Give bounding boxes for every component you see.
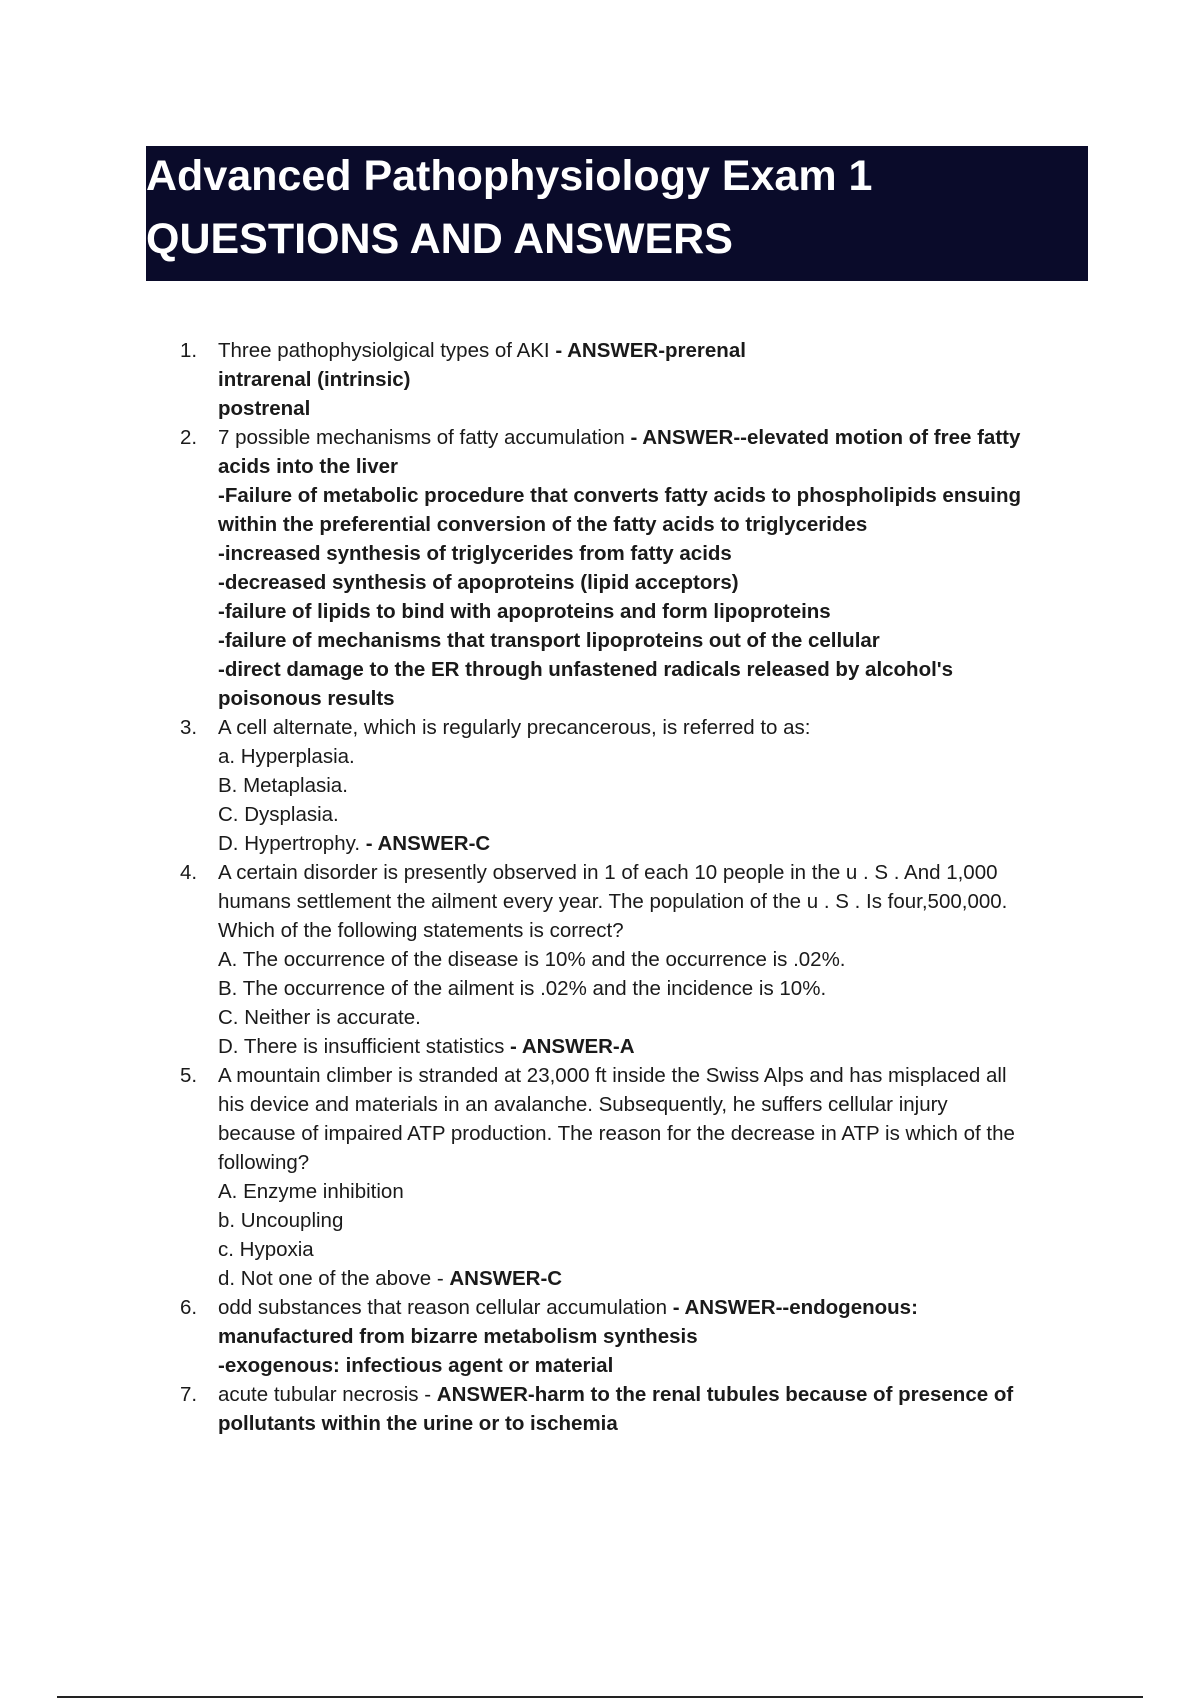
question-text: c. Hypoxia xyxy=(218,1238,314,1261)
answer-text: ANSWER-C xyxy=(449,1267,563,1290)
text-line xyxy=(218,1235,1100,1264)
text-line xyxy=(218,858,1100,887)
question-text: Which of the following statements is correct? xyxy=(218,919,624,942)
question-text: acute tubular necrosis - xyxy=(218,1383,437,1406)
text-line xyxy=(218,1119,1100,1148)
question-number: 6. xyxy=(180,1296,198,1319)
text-line xyxy=(218,742,1100,771)
answer-text: - ANSWER--endogenous: xyxy=(667,1296,918,1319)
text-line xyxy=(218,568,1100,597)
answer-text: -direct damage to the ER through unfastened radicals released by alcohol's xyxy=(218,658,954,681)
question-text: C. Dysplasia. xyxy=(218,803,339,826)
answer-text: manufactured from bizarre metabolism synthesis xyxy=(218,1325,698,1348)
question-text: following? xyxy=(218,1151,310,1174)
text-line xyxy=(218,597,1100,626)
question-text: humans settlement the ailment every year. The population of the u . S . Is four,500,000. xyxy=(218,890,1008,913)
page-subtitle: QUESTIONS AND ANSWERS xyxy=(146,215,733,263)
question-text: D. There is insufficient statistics xyxy=(218,1035,505,1058)
question-text: A. The occurrence of the disease is 10% and the occurrence is .02%. xyxy=(218,948,846,971)
question-text: Three pathophysiolgical types of AKI xyxy=(218,339,550,362)
question-number: 4. xyxy=(180,861,198,884)
text-line xyxy=(218,1032,1100,1061)
answer-text: -failure of mechanisms that transport lipoproteins out of the cellular xyxy=(218,629,880,652)
answer-text: -Failure of metabolic procedure that converts fatty acids to phospholipids ensuing xyxy=(218,484,1022,507)
text-line xyxy=(218,1322,1100,1351)
text-line xyxy=(218,394,1100,423)
question-item xyxy=(180,1380,1100,1438)
question-text: A cell alternate, which is regularly precancerous, is referred to as: xyxy=(218,716,811,739)
question-number: 3. xyxy=(180,716,198,739)
answer-text: -decreased synthesis of apoproteins (lipid acceptors) xyxy=(218,571,739,594)
page-title: Advanced Pathophysiology Exam 1 xyxy=(146,152,873,200)
answer-text: -exogenous: infectious agent or material xyxy=(218,1354,614,1377)
question-text: d. Not one of the above - xyxy=(218,1267,450,1290)
question-text: A. Enzyme inhibition xyxy=(218,1180,404,1203)
question-text: C. Neither is accurate. xyxy=(218,1006,421,1029)
question-item xyxy=(180,1061,1100,1293)
answer-text: -failure of lipids to bind with apoproteins and form lipoproteins xyxy=(218,600,831,623)
text-line xyxy=(218,365,1100,394)
question-answer-list xyxy=(180,336,1100,1438)
answer-text: ANSWER-harm to the renal tubules because of presence of xyxy=(436,1383,1014,1406)
text-line xyxy=(218,974,1100,1003)
answer-text: intrarenal (intrinsic) xyxy=(218,368,411,391)
question-item xyxy=(180,1293,1100,1380)
question-item xyxy=(180,858,1100,1061)
text-line xyxy=(218,1351,1100,1380)
text-line xyxy=(218,800,1100,829)
question-number: 5. xyxy=(180,1064,198,1087)
question-text: A certain disorder is presently observed in 1 of each 10 people in the u . S . And 1,000 xyxy=(218,861,998,884)
text-line xyxy=(218,336,1100,365)
answer-text: pollutants within the urine or to ischemia xyxy=(218,1412,618,1435)
question-text: odd substances that reason cellular accumulation xyxy=(218,1296,667,1319)
text-line xyxy=(218,1061,1100,1090)
question-item xyxy=(180,336,1100,423)
question-text: 7 possible mechanisms of fatty accumulation xyxy=(218,426,625,449)
text-line xyxy=(218,1177,1100,1206)
text-line xyxy=(218,452,1100,481)
answer-text: - ANSWER-C xyxy=(360,832,491,855)
answer-text: postrenal xyxy=(218,397,311,420)
question-text: B. Metaplasia. xyxy=(218,774,348,797)
text-line xyxy=(218,1003,1100,1032)
question-item xyxy=(180,713,1100,858)
answer-text: acids into the liver xyxy=(218,455,398,478)
text-line xyxy=(218,510,1100,539)
text-line xyxy=(218,539,1100,568)
question-text: D. Hypertrophy. xyxy=(218,832,361,855)
answer-text: -increased synthesis of triglycerides from fatty acids xyxy=(218,542,732,565)
text-line xyxy=(218,1206,1100,1235)
question-text: his device and materials in an avalanche. Subsequently, he suffers cellular injury xyxy=(218,1093,948,1116)
text-line xyxy=(218,1409,1100,1438)
text-line xyxy=(218,945,1100,974)
footer-divider xyxy=(57,1696,1143,1698)
question-text: A mountain climber is stranded at 23,000 ft inside the Swiss Alps and has misplaced all xyxy=(218,1064,1007,1087)
text-line xyxy=(218,655,1100,684)
text-line xyxy=(218,1380,1100,1409)
answer-text: - ANSWER--elevated motion of free fatty xyxy=(624,426,1021,449)
text-line xyxy=(218,829,1100,858)
question-text: B. The occurrence of the ailment is .02% and the incidence is 10%. xyxy=(218,977,827,1000)
answer-text: poisonous results xyxy=(218,687,395,710)
text-line xyxy=(218,481,1100,510)
text-line xyxy=(218,1264,1100,1293)
text-line xyxy=(218,771,1100,800)
question-number: 1. xyxy=(180,339,198,362)
text-line xyxy=(218,684,1100,713)
question-text: a. Hyperplasia. xyxy=(218,745,355,768)
answer-text: - ANSWER-prerenal xyxy=(549,339,746,362)
text-line xyxy=(218,887,1100,916)
text-line xyxy=(218,713,1100,742)
text-line xyxy=(218,626,1100,655)
answer-text: - ANSWER-A xyxy=(504,1035,635,1058)
question-item xyxy=(180,423,1100,713)
text-line xyxy=(218,916,1100,945)
question-text: b. Uncoupling xyxy=(218,1209,344,1232)
text-line xyxy=(218,1293,1100,1322)
text-line xyxy=(218,423,1100,452)
question-number: 7. xyxy=(180,1383,198,1406)
answer-text: within the preferential conversion of the fatty acids to triglycerides xyxy=(218,513,868,536)
title-banner xyxy=(146,146,1088,281)
text-line xyxy=(218,1090,1100,1119)
question-text: because of impaired ATP production. The reason for the decrease in ATP is which of the xyxy=(218,1122,1015,1145)
question-number: 2. xyxy=(180,426,198,449)
text-line xyxy=(218,1148,1100,1177)
